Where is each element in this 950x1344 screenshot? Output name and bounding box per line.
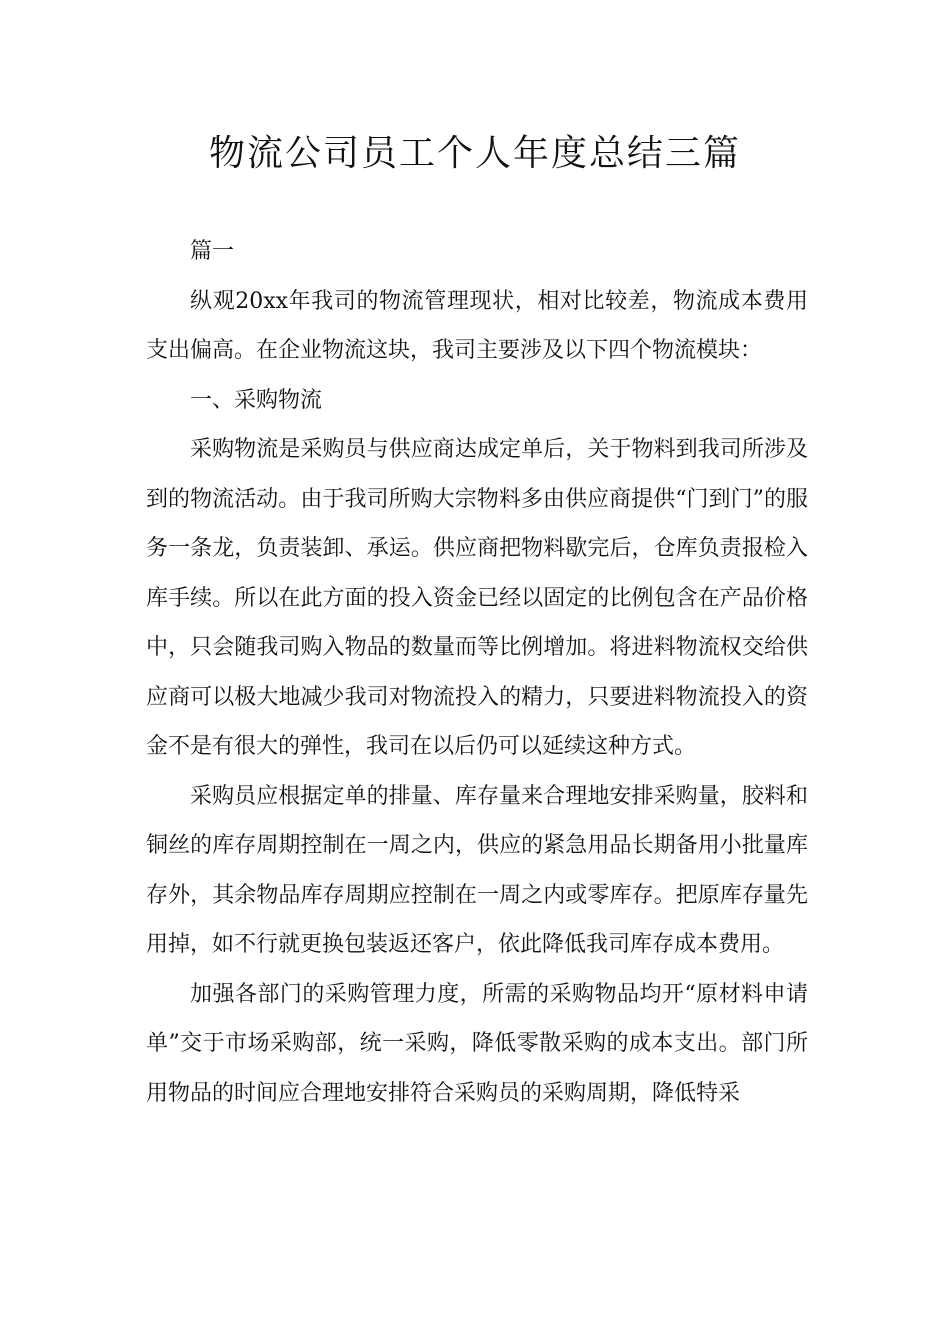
paragraph-inventory-control: 采购员应根据定单的排量、库存量来合理地安排采购量，胶料和铜丝的库存周期控制在一周之内，供应的紧急用品长期备用小批量库存外，其余物品库存周期应控制在一周之内或零库存。把原库存量先用掉，如不行就更换包装返还客户，依此降低我司库存成本费用。 [146,783,808,957]
document-title: 物流公司员工个人年度总结三篇 [208,133,741,174]
section-heading-part-one: 篇一 [190,239,235,264]
paragraph-intro: 纵观20xx年我司的物流管理现状，相对比较差，物流成本费用支出偏高。在企业物流这块，我司主要涉及以下四个物流模块： [146,288,808,363]
document-body [146,227,808,1118]
paragraph-purchase-management: 加强各部门的采购管理力度，所需的采购物品均开“原材料申请单”交于市场采购部，统一采购，降低零散采购的成本支出。部门所用物品的时间应合理地安排符合采购员的采购周期，降低特采 [146,981,808,1106]
paragraph-procurement-logistics: 采购物流是采购员与供应商达成定单后，关于物料到我司所涉及到的物流活动。由于我司所购大宗物料多由供应商提供“门到门”的服务一条龙，负责装卸、承运。供应商把物料歇完后，仓库负责报检入库手续。所以在此方面的投入资金已经以固定的比例包含在产品价格中，只会随我司购入物品的数量而等比例增加。将进料物流权交给供应商可以极大地减少我司对物流投入的精力，只要进料物流投入的资金不是有很大的弹性，我司在以后仍可以延续这种方式。 [146,437,808,759]
subsection-heading-procurement: 一、采购物流 [190,387,323,413]
